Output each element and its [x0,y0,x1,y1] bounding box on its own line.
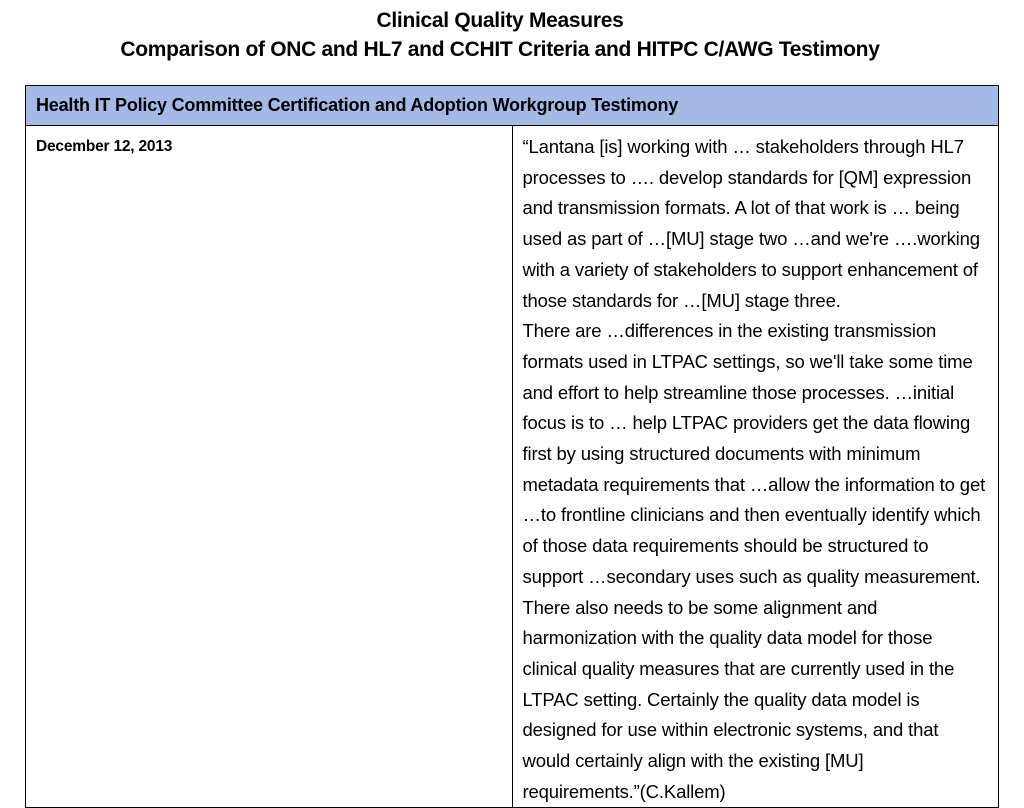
testimony-paragraph: There are …differences in the existing transmission formats used in LTPAC settings, so we'll take some time and effort to help streamline those processes. …initial focus is to … help LTPAC providers get the data flowing first by using structured documents with minimum metadata requirements that …allow the information to get …to frontline clinicians and then eventually identify which of those data requirements should be structured to support …secondary uses such as quality measurement. [522,320,986,587]
slide-subtitle: Comparison of ONC and HL7 and CCHIT Criteria and HITPC C/AWG Testimony [120,38,880,61]
slide-title-block [0,6,1000,64]
testimony-paragraph: There also needs to be some alignment and harmonization with the quality data model for those clinical quality measures that are currently used in the LTPAC setting. Certainly the quality data model is designed for use within electronic systems, and that would certainly align with the existing [MU] requirements.”(C.Kallem) [522,596,955,802]
table-header-cell: Health IT Policy Committee Certification and Adoption Workgroup Testimony [26,86,999,126]
testimony-paragraph: “Lantana [is] working with … stakeholders through HL7 processes to …. develop standards for [QM] expression and transmission formats. A lot of that work is … being used as part of …[MU] stage two …and we're ….working with a variety of stakeholders to support enhancement of those standards for …[MU] stage three. [522,136,980,311]
testimony-table [25,85,999,808]
table-header-row [26,86,999,126]
testimony-text-cell [512,126,999,808]
table-row [26,126,999,808]
slide-title: Clinical Quality Measures [376,9,624,32]
testimony-date-cell: December 12, 2013 [26,126,513,808]
